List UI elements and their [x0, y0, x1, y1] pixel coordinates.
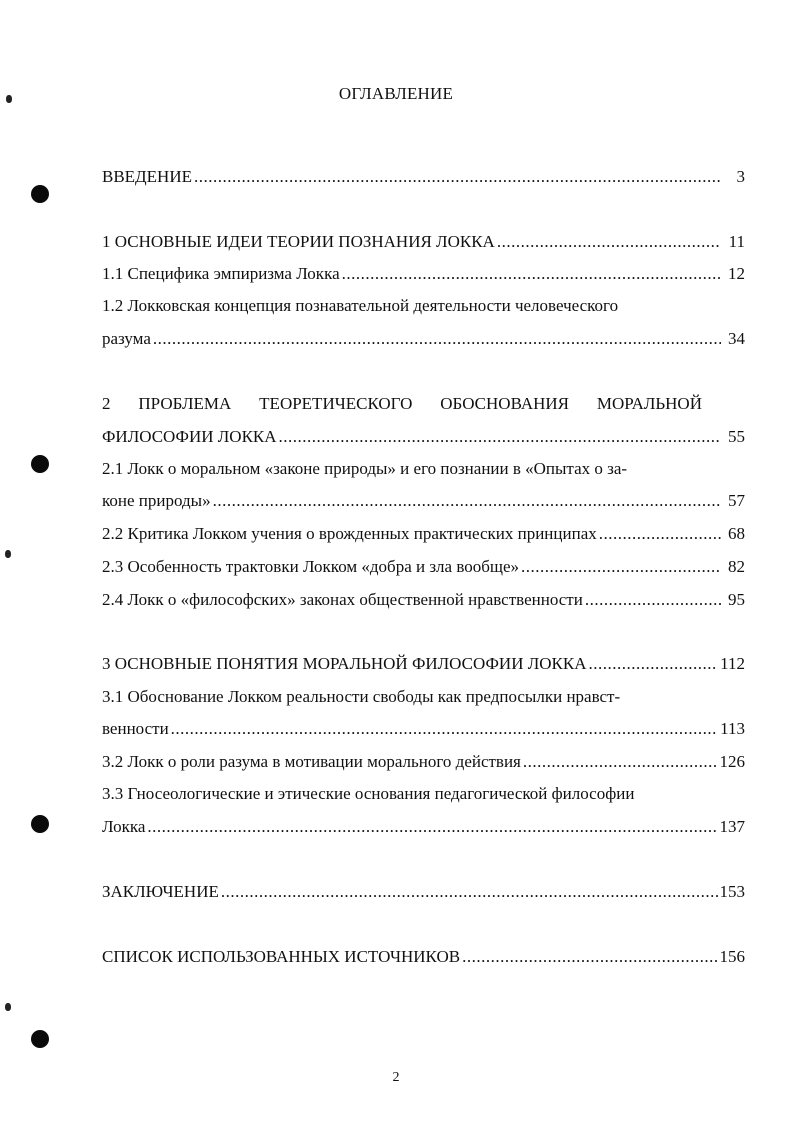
toc-entry-conclusion[interactable]: [102, 881, 745, 903]
toc-page-number: 3: [736, 167, 745, 186]
toc-page-number: 68: [728, 524, 745, 543]
toc-page-number: 55: [728, 427, 745, 446]
dot-leader: [153, 328, 721, 350]
toc-entry-introduction[interactable]: [102, 166, 745, 188]
punch-hole: [31, 185, 49, 203]
toc-entry-label: венности: [102, 719, 169, 738]
dot-leader: [497, 231, 721, 253]
toc-entry-section-3-3-line1[interactable]: 3.3 Гносеологические и этические основания педагогической философии: [102, 784, 635, 803]
toc-page-number: 153: [719, 882, 745, 901]
toc-entry-label: коне природы»: [102, 491, 211, 510]
punch-hole: [31, 1030, 49, 1048]
punch-hole: [31, 455, 49, 473]
toc-page-number: 95: [728, 590, 745, 609]
toc-entry-section-2-2[interactable]: [102, 523, 745, 545]
toc-entry-chapter-3[interactable]: [102, 653, 745, 675]
toc-entry-label: 2.4 Локк о «философских» законах общественной нравственности: [102, 590, 583, 609]
dot-leader: [171, 718, 718, 740]
toc-entry-section-1-2-line1[interactable]: 1.2 Локковская концепция познавательной деятельности человеческого: [102, 296, 619, 315]
dot-leader: [462, 946, 717, 968]
toc-page-number: 11: [728, 232, 745, 251]
dot-leader: [221, 881, 718, 903]
toc-entry-section-2-1[interactable]: [102, 490, 745, 512]
toc-page-number: 34: [728, 329, 745, 348]
toc-entry-section-2-3[interactable]: [102, 556, 745, 578]
toc-entry-label: Локка: [102, 817, 146, 836]
toc-entry-label: 1 ОСНОВНЫЕ ИДЕИ ТЕОРИИ ПОЗНАНИЯ ЛОККА: [102, 232, 495, 251]
toc-entry-section-3-1-line1[interactable]: 3.1 Обоснование Локком реальности свободы как предпосылки нравст-: [102, 687, 621, 706]
dot-leader: [213, 490, 721, 512]
toc-page-number: 57: [728, 491, 745, 510]
toc-entry-label: 2.3 Особенность трактовки Локком «добра и зла вообще»: [102, 557, 520, 576]
toc-entry-chapter-2[interactable]: [102, 426, 745, 448]
dot-leader: [585, 589, 721, 611]
toc-page-number: 12: [728, 264, 745, 283]
toc-entry-label: 1.1 Специфика эмпиризма Локка: [102, 264, 340, 283]
scan-speck: [5, 1003, 11, 1011]
toc-page-number: 82: [728, 557, 745, 576]
toc-entry-section-2-1-line1[interactable]: 2.1 Локк о моральном «законе природы» и его познании в «Опытах о за-: [102, 459, 628, 478]
document-title: ОГЛАВЛЕНИЕ: [338, 84, 454, 103]
toc-entry-section-3-2[interactable]: [102, 751, 745, 773]
toc-page-number: 112: [720, 654, 745, 673]
toc-entry-label: 3 ОСНОВНЫЕ ПОНЯТИЯ МОРАЛЬНОЙ ФИЛОСОФИИ ЛОККА: [102, 654, 587, 673]
toc-entry-label: ФИЛОСОФИИ ЛОККА: [102, 427, 277, 446]
page-number: 2: [392, 1070, 400, 1085]
toc-page-number: 137: [719, 817, 745, 836]
dot-leader: [194, 166, 721, 188]
toc-entry-label: ВВЕДЕНИЕ: [102, 167, 192, 186]
toc-entry-label: разума: [102, 329, 151, 348]
dot-leader: [147, 816, 717, 838]
dot-leader: [342, 263, 721, 285]
dot-leader: [523, 751, 718, 773]
toc-entry-sources[interactable]: [102, 946, 745, 968]
toc-entry-section-2-4[interactable]: [102, 589, 745, 611]
toc-page-number: 156: [719, 947, 745, 966]
dot-leader: [599, 523, 721, 545]
toc-entry-label: 2.2 Критика Локком учения о врожденных практических принципах: [102, 524, 597, 543]
punch-hole: [31, 815, 49, 833]
toc-entry-chapter-1[interactable]: [102, 231, 745, 253]
toc-entry-section-3-3[interactable]: [102, 816, 745, 838]
scan-speck: [5, 550, 11, 558]
toc-entry-label: ЗАКЛЮЧЕНИЕ: [102, 882, 219, 901]
toc-entry-section-1-2[interactable]: [102, 328, 745, 350]
dot-leader: [521, 556, 721, 578]
toc-entry-label: СПИСОК ИСПОЛЬЗОВАННЫХ ИСТОЧНИКОВ: [102, 947, 461, 966]
toc-page-number: 126: [719, 752, 745, 771]
toc-entry-section-3-1[interactable]: [102, 718, 745, 740]
toc-entry-chapter-2-line1[interactable]: 2 ПРОБЛЕМА ТЕОРЕТИЧЕСКОГО ОБОСНОВАНИЯ МОРАЛЬНОЙ: [102, 394, 702, 413]
toc-entry-label: 3.2 Локк о роли разума в мотивации морального действия: [102, 752, 521, 771]
dot-leader: [279, 426, 721, 448]
dot-leader: [588, 653, 718, 675]
toc-entry-section-1-1[interactable]: [102, 263, 745, 285]
toc-page-number: 113: [720, 719, 745, 738]
